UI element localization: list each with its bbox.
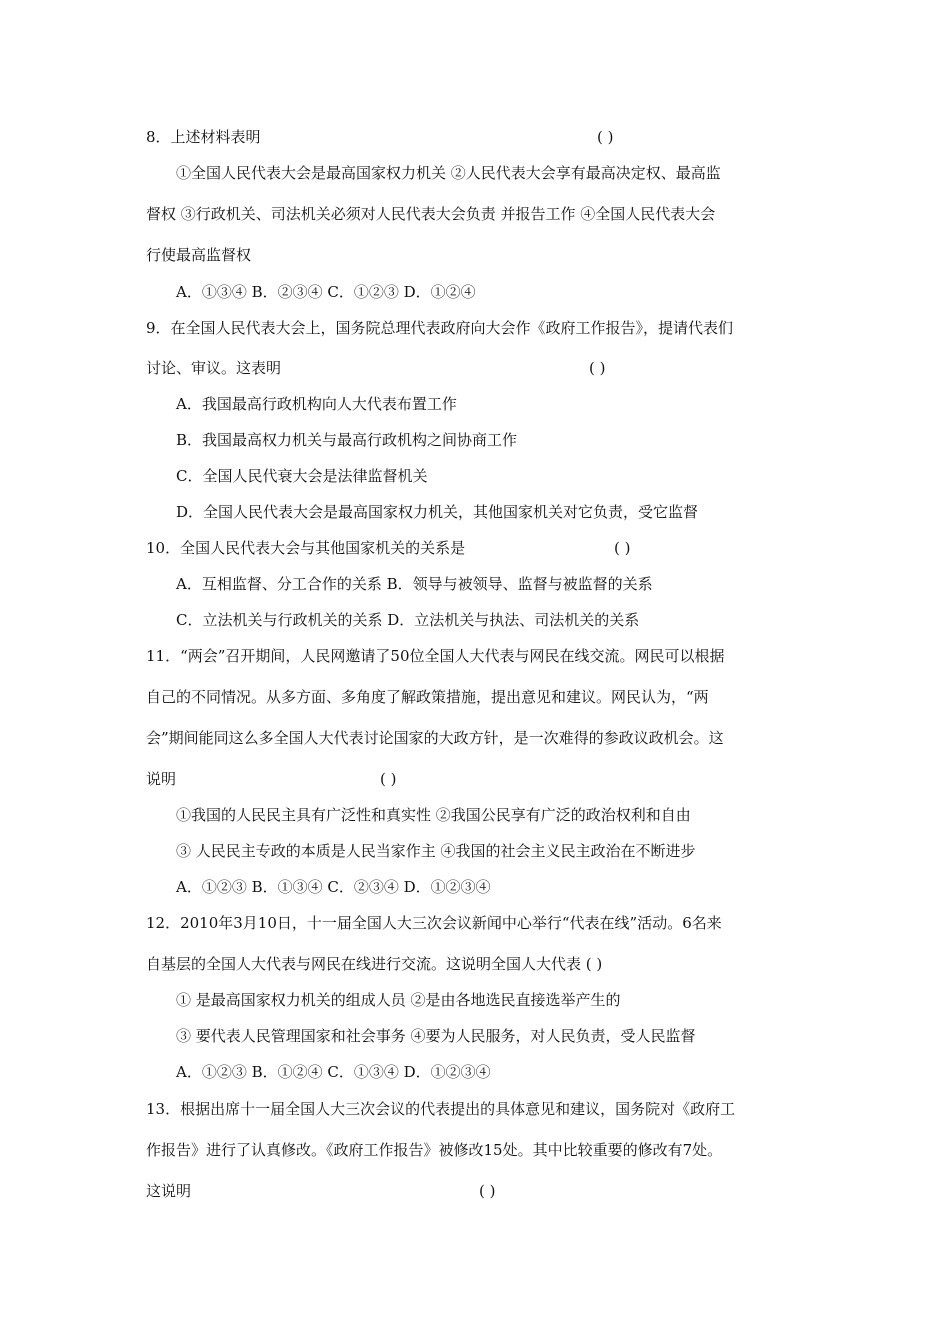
- q11-stem-line-2: 自己的不同情况。从多方面、多角度了解政策措施，提出意见和建议。网民认为，“两: [146, 688, 709, 706]
- q10-stem: 10．全国人民代表大会与其他国家机关的关系是: [146, 539, 466, 557]
- q12-stem-line-1: 12．2010年3月10日，十一届全国人大三次会议新闻中心举行“代表在线”活动。6名来: [146, 914, 722, 932]
- q11-answer-blank: ( ): [380, 770, 397, 788]
- q11-stem-line-4: 说明: [146, 770, 177, 788]
- q8-choices: A．①③④ B．②③④ C．①②③ D．①②④: [176, 283, 476, 301]
- q11-stem-line-1: 11．“两会”召开期间，人民网邀请了50位全国人大代表与网民在线交流。网民可以根据: [146, 647, 725, 665]
- q9-option-c: C．全国人民代衰大会是法律监督机关: [176, 467, 428, 485]
- q11-stem-line-3: 会”期间能同这么多全国人大代表讨论国家的大政方针，是一次难得的参政议政机会。这: [146, 729, 724, 747]
- q10-answer-blank: ( ): [614, 539, 631, 557]
- q11-option-line-1: ①我国的人民民主具有广泛性和真实性 ②我国公民享有广泛的政治权利和自由: [176, 806, 691, 824]
- q9-option-b: B．我国最高权力机关与最高行政机构之间协商工作: [176, 431, 518, 449]
- q11-option-line-2: ③ 人民民主专政的本质是人民当家作主 ④我国的社会主义民主政治在不断进步: [176, 842, 696, 860]
- q12-option-line-1: ① 是最高国家权力机关的组成人员 ②是由各地选民直接选举产生的: [176, 991, 621, 1009]
- q8-option-line-2: 督权 ③行政机关、司法机关必须对人民代表大会负责 并报告工作 ④全国人民代表大会: [146, 205, 716, 223]
- q13-answer-blank: ( ): [479, 1182, 496, 1200]
- q8-option-line-3: 行使最高监督权: [146, 246, 252, 264]
- q13-stem-line-1: 13．根据出席十一届全国人大三次会议的代表提出的具体意见和建议，国务院对《政府工: [146, 1100, 736, 1118]
- q13-stem-line-2: 作报告》进行了认真修改。《政府工作报告》被修改15处。其中比较重要的修改有7处。: [146, 1141, 723, 1159]
- q9-option-a: A．我国最高行政机构向人大代表布置工作: [176, 395, 457, 413]
- q12-choices: A．①②③ B．①②④ C．①③④ D．①②③④: [176, 1063, 491, 1081]
- q9-option-d: D．全国人民代表大会是最高国家权力机关，其他国家机关对它负责，受它监督: [176, 503, 699, 521]
- q10-options-ab: A．互相监督、分工合作的关系 B．领导与被领导、监督与被监督的关系: [176, 575, 653, 593]
- q9-stem-line-1: 9．在全国人民代表大会上，国务院总理代表政府向大会作《政府工作报告》，提请代表们: [146, 319, 734, 337]
- q8-stem: 8．上述材料表明: [146, 128, 261, 146]
- q12-option-line-2: ③ 要代表人民管理国家和社会事务 ④要为人民服务，对人民负责，受人民监督: [176, 1027, 696, 1045]
- q9-stem-line-2: 讨论、审议。这表明: [146, 359, 282, 377]
- q11-choices: A．①②③ B．①③④ C．②③④ D．①②③④: [176, 878, 491, 896]
- q8-option-line-1: ①全国人民代表大会是最高国家权力机关 ②人民代表大会享有最高决定权、最高监: [176, 164, 721, 182]
- q13-stem-line-3: 这说明: [146, 1182, 192, 1200]
- q8-answer-blank: ( ): [597, 128, 614, 146]
- q10-options-cd: C．立法机关与行政机关的关系 D．立法机关与执法、司法机关的关系: [176, 611, 640, 629]
- q9-answer-blank: ( ): [589, 359, 606, 377]
- q12-stem-line-2: 自基层的全国人大代表与网民在线进行交流。这说明全国人大代表 ( ): [146, 955, 603, 973]
